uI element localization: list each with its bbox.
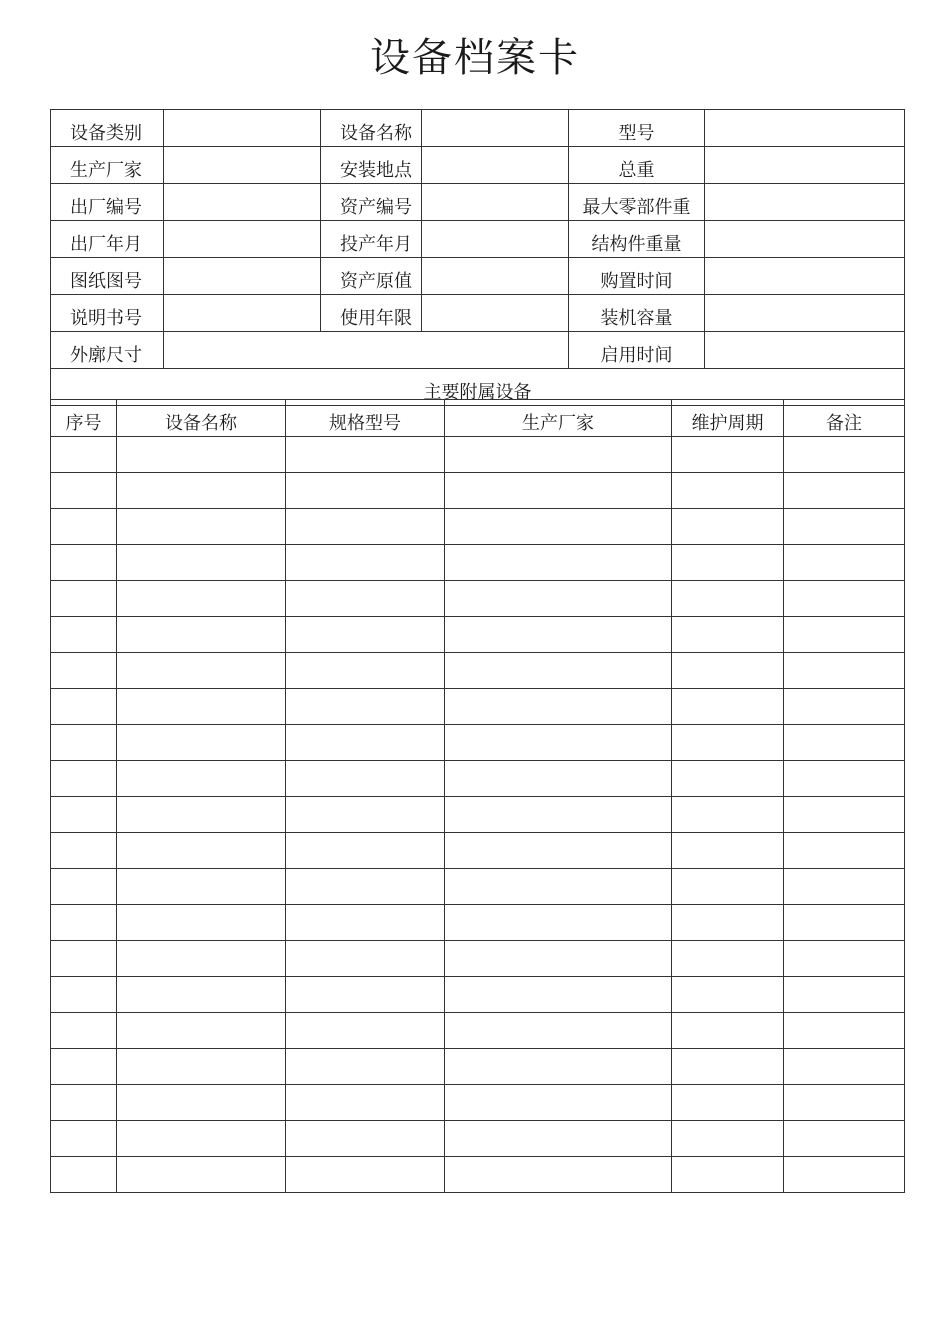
cell-name[interactable] (117, 437, 286, 473)
cell-spec[interactable] (286, 833, 445, 869)
cell-spec[interactable] (286, 617, 445, 653)
cell-index[interactable] (51, 1121, 117, 1157)
label-manufacture-date: 出厂年月 (51, 221, 164, 258)
cell-spec[interactable] (286, 473, 445, 509)
label-commission-date: 投产年月 (321, 221, 422, 258)
cell-remarks[interactable] (784, 761, 905, 797)
cell-spec[interactable] (286, 725, 445, 761)
cell-spec[interactable] (286, 509, 445, 545)
cell-name[interactable] (117, 1049, 286, 1085)
cell-maintenance-cycle[interactable] (672, 1157, 784, 1193)
cell-remarks[interactable] (784, 869, 905, 905)
label-equipment-name: 设备名称 (321, 110, 422, 147)
cell-spec[interactable] (286, 905, 445, 941)
accessories-body (51, 437, 905, 1193)
label-total-weight: 总重 (569, 147, 705, 184)
cell-name[interactable] (117, 689, 286, 725)
value-total-weight[interactable] (705, 147, 905, 184)
cell-remarks[interactable] (784, 1049, 905, 1085)
cell-maintenance-cycle[interactable] (672, 437, 784, 473)
cell-spec[interactable] (286, 545, 445, 581)
cell-manufacturer[interactable] (445, 977, 672, 1013)
table-row (51, 1085, 905, 1121)
cell-manufacturer[interactable] (445, 581, 672, 617)
cell-spec[interactable] (286, 689, 445, 725)
cell-manufacturer[interactable] (445, 1049, 672, 1085)
accessories-header-row (51, 400, 905, 437)
cell-spec[interactable] (286, 977, 445, 1013)
cell-manufacturer[interactable] (445, 1085, 672, 1121)
cell-manufacturer[interactable] (445, 1121, 672, 1157)
cell-name[interactable] (117, 1013, 286, 1049)
cell-remarks[interactable] (784, 437, 905, 473)
cell-name[interactable] (117, 1121, 286, 1157)
cell-remarks[interactable] (784, 581, 905, 617)
cell-spec[interactable] (286, 1049, 445, 1085)
cell-index[interactable] (51, 653, 117, 689)
cell-maintenance-cycle[interactable] (672, 1049, 784, 1085)
value-structure-weight[interactable] (705, 221, 905, 258)
cell-name[interactable] (117, 833, 286, 869)
info-row (51, 332, 905, 369)
value-equipment-name[interactable] (422, 110, 569, 147)
value-manual-number[interactable] (164, 295, 321, 332)
label-start-date: 启用时间 (569, 332, 705, 369)
cell-manufacturer[interactable] (445, 941, 672, 977)
table-row (51, 689, 905, 725)
cell-maintenance-cycle[interactable] (672, 653, 784, 689)
cell-maintenance-cycle[interactable] (672, 1121, 784, 1157)
table-row (51, 797, 905, 833)
cell-spec[interactable] (286, 797, 445, 833)
cell-name[interactable] (117, 725, 286, 761)
cell-maintenance-cycle[interactable] (672, 797, 784, 833)
cell-manufacturer[interactable] (445, 905, 672, 941)
cell-manufacturer[interactable] (445, 725, 672, 761)
table-row (51, 905, 905, 941)
cell-name[interactable] (117, 545, 286, 581)
cell-manufacturer[interactable] (445, 1013, 672, 1049)
cell-spec[interactable] (286, 1013, 445, 1049)
table-row (51, 581, 905, 617)
cell-name[interactable] (117, 617, 286, 653)
value-original-value[interactable] (422, 258, 569, 295)
value-start-date[interactable] (705, 332, 905, 369)
value-equipment-category[interactable] (164, 110, 321, 147)
cell-index[interactable] (51, 905, 117, 941)
cell-remarks[interactable] (784, 833, 905, 869)
value-service-life[interactable] (422, 295, 569, 332)
label-manufacturer: 生产厂家 (51, 147, 164, 184)
label-outline-dimensions: 外廓尺寸 (51, 332, 164, 369)
value-serial-number[interactable] (164, 184, 321, 221)
cell-maintenance-cycle[interactable] (672, 1013, 784, 1049)
info-row (51, 295, 905, 332)
cell-maintenance-cycle[interactable] (672, 905, 784, 941)
cell-index[interactable] (51, 761, 117, 797)
cell-maintenance-cycle[interactable] (672, 545, 784, 581)
label-original-value: 资产原值 (321, 258, 422, 295)
cell-spec[interactable] (286, 1121, 445, 1157)
cell-name[interactable] (117, 509, 286, 545)
table-row (51, 653, 905, 689)
value-manufacturer[interactable] (164, 147, 321, 184)
cell-spec[interactable] (286, 437, 445, 473)
cell-maintenance-cycle[interactable] (672, 617, 784, 653)
cell-spec[interactable] (286, 1085, 445, 1121)
accessories-table (50, 399, 905, 1193)
cell-spec[interactable] (286, 869, 445, 905)
cell-name[interactable] (117, 797, 286, 833)
cell-maintenance-cycle[interactable] (672, 869, 784, 905)
column-header-manufacturer: 生产厂家 (445, 400, 672, 437)
cell-maintenance-cycle[interactable] (672, 725, 784, 761)
cell-maintenance-cycle[interactable] (672, 581, 784, 617)
cell-index[interactable] (51, 725, 117, 761)
table-row (51, 617, 905, 653)
cell-index[interactable] (51, 941, 117, 977)
cell-index[interactable] (51, 689, 117, 725)
value-max-part-weight[interactable] (705, 184, 905, 221)
equipment-info-table (50, 109, 905, 406)
cell-name[interactable] (117, 761, 286, 797)
cell-index[interactable] (51, 1013, 117, 1049)
cell-remarks[interactable] (784, 473, 905, 509)
info-row (51, 110, 905, 147)
cell-manufacturer[interactable] (445, 1157, 672, 1193)
cell-manufacturer[interactable] (445, 689, 672, 725)
column-header-remarks: 备注 (784, 400, 905, 437)
column-header-spec: 规格型号 (286, 400, 445, 437)
cell-spec[interactable] (286, 761, 445, 797)
cell-remarks[interactable] (784, 905, 905, 941)
value-drawing-number[interactable] (164, 258, 321, 295)
cell-maintenance-cycle[interactable] (672, 473, 784, 509)
cell-name[interactable] (117, 1085, 286, 1121)
value-model[interactable] (705, 110, 905, 147)
cell-maintenance-cycle[interactable] (672, 689, 784, 725)
value-outline-dimensions[interactable] (164, 332, 569, 369)
accessories-section-title: 主要附属设备 (51, 369, 905, 406)
cell-name[interactable] (117, 473, 286, 509)
cell-maintenance-cycle[interactable] (672, 1085, 784, 1121)
value-asset-number[interactable] (422, 184, 569, 221)
table-row (51, 869, 905, 905)
cell-spec[interactable] (286, 581, 445, 617)
label-max-part-weight: 最大零部件重 (569, 184, 705, 221)
value-installed-capacity[interactable] (705, 295, 905, 332)
cell-maintenance-cycle[interactable] (672, 977, 784, 1013)
cell-manufacturer[interactable] (445, 509, 672, 545)
cell-manufacturer[interactable] (445, 833, 672, 869)
label-model: 型号 (569, 110, 705, 147)
cell-maintenance-cycle[interactable] (672, 833, 784, 869)
cell-name[interactable] (117, 653, 286, 689)
cell-index[interactable] (51, 977, 117, 1013)
cell-name[interactable] (117, 1157, 286, 1193)
column-header-maintenance-cycle: 维护周期 (672, 400, 784, 437)
label-installed-capacity: 装机容量 (569, 295, 705, 332)
cell-index[interactable] (51, 473, 117, 509)
cell-name[interactable] (117, 941, 286, 977)
cell-index[interactable] (51, 1157, 117, 1193)
cell-index[interactable] (51, 545, 117, 581)
cell-remarks[interactable] (784, 617, 905, 653)
info-row (51, 147, 905, 184)
cell-name[interactable] (117, 977, 286, 1013)
table-row (51, 509, 905, 545)
cell-name[interactable] (117, 905, 286, 941)
cell-manufacturer[interactable] (445, 869, 672, 905)
table-row (51, 1121, 905, 1157)
cell-remarks[interactable] (784, 653, 905, 689)
cell-remarks[interactable] (784, 1157, 905, 1193)
table-row (51, 833, 905, 869)
info-row (51, 221, 905, 258)
value-install-location[interactable] (422, 147, 569, 184)
label-manual-number: 说明书号 (51, 295, 164, 332)
cell-remarks[interactable] (784, 1013, 905, 1049)
label-serial-number: 出厂编号 (51, 184, 164, 221)
cell-remarks[interactable] (784, 545, 905, 581)
info-row (51, 184, 905, 221)
cell-manufacturer[interactable] (445, 545, 672, 581)
info-row (51, 258, 905, 295)
table-row (51, 1013, 905, 1049)
cell-remarks[interactable] (784, 941, 905, 977)
cell-spec[interactable] (286, 941, 445, 977)
value-purchase-date[interactable] (705, 258, 905, 295)
cell-spec[interactable] (286, 1157, 445, 1193)
value-commission-date[interactable] (422, 221, 569, 258)
cell-remarks[interactable] (784, 1085, 905, 1121)
cell-name[interactable] (117, 869, 286, 905)
table-row (51, 437, 905, 473)
cell-maintenance-cycle[interactable] (672, 509, 784, 545)
cell-maintenance-cycle[interactable] (672, 941, 784, 977)
table-row (51, 545, 905, 581)
label-drawing-number: 图纸图号 (51, 258, 164, 295)
cell-index[interactable] (51, 1049, 117, 1085)
value-manufacture-date[interactable] (164, 221, 321, 258)
cell-index[interactable] (51, 437, 117, 473)
cell-remarks[interactable] (784, 1121, 905, 1157)
cell-index[interactable] (51, 833, 117, 869)
cell-index[interactable] (51, 797, 117, 833)
cell-index[interactable] (51, 869, 117, 905)
cell-remarks[interactable] (784, 797, 905, 833)
cell-remarks[interactable] (784, 977, 905, 1013)
column-header-index: 序号 (51, 400, 117, 437)
cell-index[interactable] (51, 1085, 117, 1121)
cell-index[interactable] (51, 581, 117, 617)
cell-manufacturer[interactable] (445, 617, 672, 653)
table-row (51, 473, 905, 509)
label-service-life: 使用年限 (321, 295, 422, 332)
table-row (51, 761, 905, 797)
cell-manufacturer[interactable] (445, 797, 672, 833)
cell-manufacturer[interactable] (445, 653, 672, 689)
cell-manufacturer[interactable] (445, 761, 672, 797)
column-header-name: 设备名称 (117, 400, 286, 437)
label-purchase-date: 购置时间 (569, 258, 705, 295)
cell-remarks[interactable] (784, 689, 905, 725)
label-asset-number: 资产编号 (321, 184, 422, 221)
cell-remarks[interactable] (784, 725, 905, 761)
cell-manufacturer[interactable] (445, 473, 672, 509)
label-structure-weight: 结构件重量 (569, 221, 705, 258)
cell-maintenance-cycle[interactable] (672, 761, 784, 797)
cell-name[interactable] (117, 581, 286, 617)
label-equipment-category: 设备类别 (51, 110, 164, 147)
cell-index[interactable] (51, 509, 117, 545)
table-row (51, 941, 905, 977)
table-row (51, 1157, 905, 1193)
table-row (51, 725, 905, 761)
table-row (51, 1049, 905, 1085)
cell-index[interactable] (51, 617, 117, 653)
cell-manufacturer[interactable] (445, 437, 672, 473)
document-title: 设备档案卡 (370, 35, 580, 81)
table-row (51, 977, 905, 1013)
cell-spec[interactable] (286, 653, 445, 689)
label-install-location: 安装地点 (321, 147, 422, 184)
cell-remarks[interactable] (784, 509, 905, 545)
